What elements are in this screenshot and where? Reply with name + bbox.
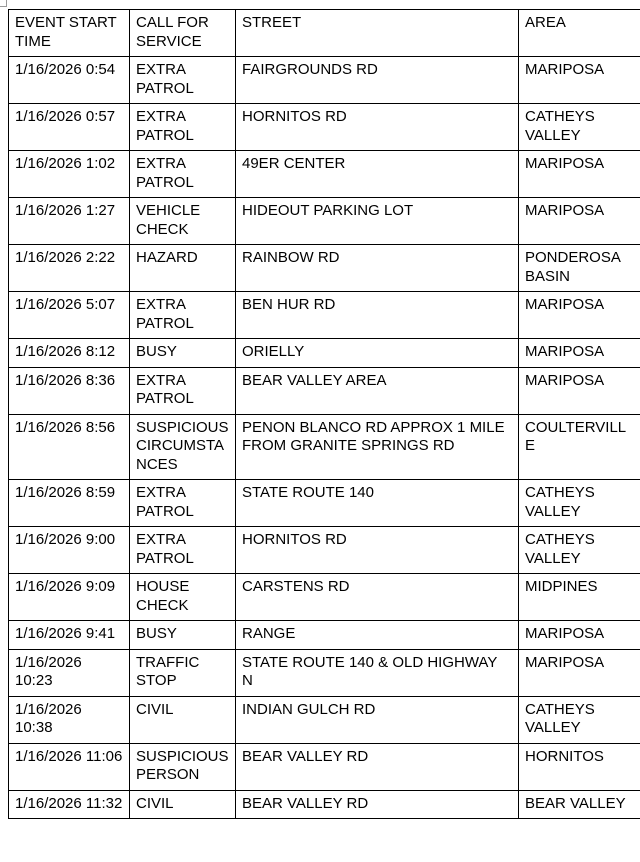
- cell-street: HORNITOS RD: [236, 527, 519, 574]
- cell-call-for-service: CIVIL: [130, 790, 236, 819]
- header-area: AREA: [519, 10, 640, 57]
- table-row: [9, 367, 640, 414]
- header-call-for-service: CALL FOR SERVICE: [130, 10, 236, 57]
- cell-street: FAIRGROUNDS RD: [236, 57, 519, 104]
- cell-call-for-service: VEHICLE CHECK: [130, 198, 236, 245]
- table-row: [9, 790, 640, 819]
- cell-call-for-service: TRAFFIC STOP: [130, 649, 236, 696]
- cell-area: MIDPINES: [519, 574, 640, 621]
- table-row: [9, 414, 640, 480]
- cell-event-start-time: 1/16/2026 0:57: [9, 104, 130, 151]
- cell-area: MARIPOSA: [519, 621, 640, 650]
- cell-street: ORIELLY: [236, 339, 519, 368]
- cell-area: BEAR VALLEY: [519, 790, 640, 819]
- cell-area: MARIPOSA: [519, 649, 640, 696]
- cell-street: BEAR VALLEY RD: [236, 790, 519, 819]
- table-row: [9, 292, 640, 339]
- cell-event-start-time: 1/16/2026 9:41: [9, 621, 130, 650]
- cell-event-start-time: 1/16/2026 5:07: [9, 292, 130, 339]
- cell-event-start-time: 1/16/2026 1:02: [9, 151, 130, 198]
- cell-call-for-service: CIVIL: [130, 696, 236, 743]
- cell-area: PONDEROSA BASIN: [519, 245, 640, 292]
- cell-street: CARSTENS RD: [236, 574, 519, 621]
- cell-area: CATHEYS VALLEY: [519, 104, 640, 151]
- cell-street: RANGE: [236, 621, 519, 650]
- cell-street: BEAR VALLEY AREA: [236, 367, 519, 414]
- cell-call-for-service: EXTRA PATROL: [130, 57, 236, 104]
- cell-area: MARIPOSA: [519, 292, 640, 339]
- cell-call-for-service: BUSY: [130, 339, 236, 368]
- table-row: [9, 480, 640, 527]
- cell-event-start-time: 1/16/2026 9:00: [9, 527, 130, 574]
- header-event-start-time: EVENT START TIME: [9, 10, 130, 57]
- cell-street: BEN HUR RD: [236, 292, 519, 339]
- table-row: [9, 574, 640, 621]
- cell-call-for-service: HAZARD: [130, 245, 236, 292]
- cell-area: CATHEYS VALLEY: [519, 696, 640, 743]
- cell-street: BEAR VALLEY RD: [236, 743, 519, 790]
- table-row: [9, 339, 640, 368]
- table-body: [9, 57, 640, 819]
- header-row: [9, 10, 640, 57]
- cell-area: COULTERVILLE: [519, 414, 640, 480]
- cell-event-start-time: 1/16/2026 10:38: [9, 696, 130, 743]
- cell-event-start-time: 1/16/2026 9:09: [9, 574, 130, 621]
- cell-area: HORNITOS: [519, 743, 640, 790]
- table-row: [9, 245, 640, 292]
- cell-event-start-time: 1/16/2026 8:59: [9, 480, 130, 527]
- cell-street: STATE ROUTE 140: [236, 480, 519, 527]
- cell-event-start-time: 1/16/2026 8:36: [9, 367, 130, 414]
- cell-event-start-time: 1/16/2026 8:56: [9, 414, 130, 480]
- cell-call-for-service: EXTRA PATROL: [130, 480, 236, 527]
- table-row: [9, 198, 640, 245]
- table-row: [9, 151, 640, 198]
- cell-area: MARIPOSA: [519, 339, 640, 368]
- cell-street: 49ER CENTER: [236, 151, 519, 198]
- cell-area: MARIPOSA: [519, 367, 640, 414]
- cell-area: MARIPOSA: [519, 198, 640, 245]
- cell-call-for-service: EXTRA PATROL: [130, 527, 236, 574]
- cell-event-start-time: 1/16/2026 10:23: [9, 649, 130, 696]
- cell-event-start-time: 1/16/2026 8:12: [9, 339, 130, 368]
- cell-event-start-time: 1/16/2026 11:32: [9, 790, 130, 819]
- cell-call-for-service: SUSPICIOUS CIRCUMSTANCES: [130, 414, 236, 480]
- cell-area: MARIPOSA: [519, 57, 640, 104]
- cell-call-for-service: SUSPICIOUS PERSON: [130, 743, 236, 790]
- cell-call-for-service: EXTRA PATROL: [130, 292, 236, 339]
- page-corner-mark: [0, 0, 7, 7]
- cell-area: CATHEYS VALLEY: [519, 480, 640, 527]
- table-row: [9, 104, 640, 151]
- cell-street: RAINBOW RD: [236, 245, 519, 292]
- cell-call-for-service: EXTRA PATROL: [130, 367, 236, 414]
- cell-event-start-time: 1/16/2026 11:06: [9, 743, 130, 790]
- table-row: [9, 621, 640, 650]
- cell-event-start-time: 1/16/2026 2:22: [9, 245, 130, 292]
- header-street: STREET: [236, 10, 519, 57]
- table-row: [9, 696, 640, 743]
- table-row: [9, 527, 640, 574]
- cell-street: HORNITOS RD: [236, 104, 519, 151]
- table-row: [9, 649, 640, 696]
- cell-call-for-service: EXTRA PATROL: [130, 151, 236, 198]
- table-row: [9, 57, 640, 104]
- cell-street: HIDEOUT PARKING LOT: [236, 198, 519, 245]
- table-row: [9, 743, 640, 790]
- cell-call-for-service: HOUSE CHECK: [130, 574, 236, 621]
- cell-street: STATE ROUTE 140 & OLD HIGHWAY N: [236, 649, 519, 696]
- cell-street: PENON BLANCO RD APPROX 1 MILE FROM GRANITE SPRINGS RD: [236, 414, 519, 480]
- cell-event-start-time: 1/16/2026 1:27: [9, 198, 130, 245]
- cell-call-for-service: EXTRA PATROL: [130, 104, 236, 151]
- cell-area: CATHEYS VALLEY: [519, 527, 640, 574]
- cell-area: MARIPOSA: [519, 151, 640, 198]
- cell-event-start-time: 1/16/2026 0:54: [9, 57, 130, 104]
- cell-call-for-service: BUSY: [130, 621, 236, 650]
- call-log-table: [8, 9, 640, 819]
- cell-street: INDIAN GULCH RD: [236, 696, 519, 743]
